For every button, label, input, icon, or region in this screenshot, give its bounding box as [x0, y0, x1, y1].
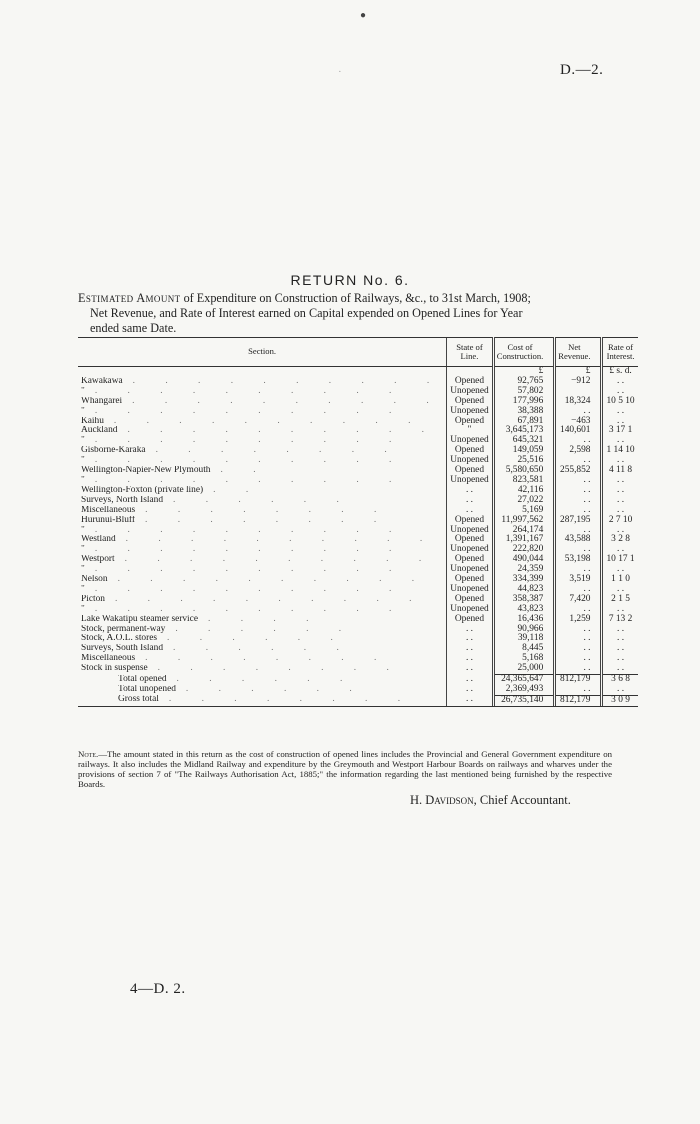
revenue-cell: 255,852	[555, 466, 602, 476]
section-label: "	[81, 436, 85, 446]
leader-dots: . . . . . .	[167, 634, 347, 644]
col-section: Section.	[78, 338, 447, 367]
signatory-name: H. Davidson,	[410, 793, 477, 807]
table-body	[78, 367, 638, 707]
rate-cell: . .	[602, 407, 638, 417]
table-row	[78, 516, 638, 526]
cost-cell: 24,359	[493, 565, 555, 575]
col-cost: Cost of Construction.	[493, 338, 555, 367]
state-cell: Opened	[447, 535, 494, 545]
revenue-cell: −463	[555, 417, 602, 427]
revenue-cell: 3,519	[555, 575, 602, 585]
leader-dots: . . . .	[208, 614, 323, 624]
revenue-cell: . .	[555, 605, 602, 615]
rate-cell: . .	[602, 417, 638, 427]
section-cell	[78, 634, 447, 644]
rate-cell: . .	[602, 644, 638, 654]
revenue-cell: 812,179	[555, 675, 602, 685]
rate-cell: 3 0 9	[602, 695, 638, 705]
state-cell: . .	[447, 685, 494, 695]
section-label: "	[81, 584, 85, 594]
table-row	[78, 476, 638, 486]
leader-dots: . . . . . . . . . .	[132, 376, 444, 386]
table-row	[78, 446, 638, 456]
section-label: Kaihu	[81, 416, 104, 426]
table-caption	[78, 291, 618, 336]
section-cell	[78, 377, 447, 387]
state-cell: Opened	[447, 377, 494, 387]
cost-cell: 24,365,647	[493, 675, 555, 685]
leader-dots: . . . . . .	[175, 624, 356, 634]
rate-cell: 2 7 10	[602, 516, 638, 526]
leader-dots: . . . . . . . .	[155, 446, 401, 456]
signatory-title: Chief Accountant.	[479, 793, 571, 807]
caption-line1: of Expenditure on Construction of Railways, &c., to 31st March, 1908;	[183, 291, 531, 305]
revenue-cell: . .	[555, 625, 602, 635]
leader-dots: . . . . . . . . . .	[124, 555, 436, 565]
table-row	[78, 615, 638, 625]
rate-cell: 1 1 0	[602, 575, 638, 585]
section-label: "	[81, 525, 85, 535]
state-cell: Opened	[447, 555, 494, 565]
state-cell: Unopened	[447, 585, 494, 595]
rate-cell: . .	[602, 476, 638, 486]
rate-cell: . .	[602, 585, 638, 595]
revenue-cell: 812,179	[555, 695, 602, 705]
table-row	[78, 407, 638, 417]
state-cell: Opened	[447, 595, 494, 605]
section-cell	[78, 516, 447, 526]
section-cell	[78, 595, 447, 605]
leader-dots: . . . . . . . . . .	[94, 604, 406, 614]
revenue-cell: 287,195	[555, 516, 602, 526]
revenue-cell: . .	[555, 456, 602, 466]
cost-cell: 264,174	[493, 526, 555, 536]
table-row	[78, 466, 638, 476]
leader-dots: . . . . . . . . . .	[94, 456, 406, 466]
section-label: Gisborne-Karaka	[81, 446, 146, 456]
cost-cell: 92,765	[493, 377, 555, 387]
table-row	[78, 526, 638, 536]
rate-cell: . .	[602, 654, 638, 664]
footnote-text: —The amount stated in this return as the cost of construction of opened lines includes the Provincial and General Government expenditure on railways. It also includes the Midland Railway and expenditure by the Greymouth and Westport Harbour Boards on railways and wharves under the provisions of section 7 of "The Railways Authorisation Act, 1885;" the information regarding the last mentioned being furnished by the respective Boards.	[78, 749, 612, 789]
section-label: Hurunui-Bluff	[81, 515, 135, 525]
leader-dots: . . . . . . . . . .	[127, 426, 438, 436]
section-label: Surveys, South Island	[81, 644, 164, 654]
state-cell: . .	[447, 675, 494, 685]
leader-dots: . . . . . . . .	[168, 695, 415, 705]
rate-cell: . .	[602, 565, 638, 575]
section-cell	[78, 555, 447, 565]
footnote	[78, 749, 612, 789]
section-label: Westport	[81, 555, 115, 565]
state-cell: . .	[447, 506, 494, 516]
revenue-cell: . .	[555, 634, 602, 644]
table-row	[78, 695, 638, 705]
state-cell: Unopened	[447, 387, 494, 397]
table-row	[78, 675, 638, 685]
table-header-row	[78, 338, 638, 367]
state-cell: . .	[447, 664, 494, 674]
section-cell	[78, 397, 447, 407]
rate-cell: 3 2 8	[602, 535, 638, 545]
revenue-cell: 2,598	[555, 446, 602, 456]
state-cell: Unopened	[447, 565, 494, 575]
table-row	[78, 436, 638, 446]
revenue-cell: 1,259	[555, 615, 602, 625]
page-reference: D.—2.	[560, 62, 604, 78]
section-cell	[78, 506, 447, 516]
cost-cell: 27,022	[493, 496, 555, 506]
rate-cell: . .	[602, 486, 638, 496]
rate-cell: . .	[602, 664, 638, 674]
cost-cell: 3,645,173	[493, 426, 555, 436]
section-label: Gross total	[118, 695, 159, 705]
section-label: "	[81, 545, 85, 555]
caption-line3: ended same Date.	[90, 321, 177, 335]
revenue-cell: . .	[555, 506, 602, 516]
section-cell	[78, 685, 447, 695]
section-cell	[78, 526, 447, 536]
section-cell	[78, 407, 447, 417]
scan-speck: ●	[360, 10, 367, 21]
state-cell: Unopened	[447, 456, 494, 466]
leader-dots: . . . . . . . . . .	[113, 416, 425, 426]
rate-cell: . .	[602, 526, 638, 536]
state-cell: . .	[447, 496, 494, 506]
revenue-cell: . .	[555, 664, 602, 674]
caption-line2: Net Revenue, and Rate of Interest earned on Capital expended on Opened Lines for Year	[90, 306, 523, 320]
cost-cell: 149,059	[493, 446, 555, 456]
leader-dots: . . . . . . . .	[145, 505, 391, 515]
revenue-cell: 43,588	[555, 535, 602, 545]
section-label: Wellington-Napier-New Plymouth	[81, 466, 211, 476]
table-row	[78, 685, 638, 695]
section-label: Westland	[81, 535, 116, 545]
caption-lead: Estimated Amount	[78, 291, 181, 305]
section-cell	[78, 695, 447, 705]
leader-dots: . . . . . . . . . .	[94, 565, 406, 575]
revenue-cell: . .	[555, 486, 602, 496]
section-label: Stock, permanent-way	[81, 624, 166, 634]
section-label: Whangarei	[81, 396, 123, 406]
table-row	[78, 634, 638, 644]
state-cell: Opened	[447, 397, 494, 407]
section-cell	[78, 675, 447, 685]
table-row	[78, 545, 638, 555]
revenue-cell: 53,198	[555, 555, 602, 565]
revenue-cell: . .	[555, 476, 602, 486]
section-label: Nelson	[81, 575, 108, 585]
leader-dots: . . . . . . . . . .	[132, 396, 443, 406]
section-cell	[78, 585, 447, 595]
section-label: Stock in suspense	[81, 664, 148, 674]
section-cell	[78, 456, 447, 466]
state-cell: Opened	[447, 615, 494, 625]
rate-cell: . .	[602, 625, 638, 635]
section-label: Miscellaneous	[81, 654, 136, 664]
state-cell: Unopened	[447, 476, 494, 486]
leader-dots: . . . . . . . .	[157, 664, 403, 674]
table-row	[78, 506, 638, 516]
cost-cell: 5,169	[493, 506, 555, 516]
leader-dots: . . . . . . . . . .	[94, 386, 406, 396]
cost-cell: 26,735,140	[493, 695, 555, 705]
cost-cell: 42,116	[493, 486, 555, 496]
section-label: Surveys, North Island	[81, 495, 164, 505]
leader-dots: . . . . . . . . . .	[94, 475, 406, 485]
expenditure-table	[78, 337, 638, 707]
section-label: "	[81, 456, 85, 466]
rate-cell: . .	[602, 387, 638, 397]
signature	[410, 793, 571, 808]
section-cell	[78, 486, 447, 496]
state-cell: . .	[447, 654, 494, 664]
leader-dots: . .	[220, 466, 270, 476]
section-cell	[78, 535, 447, 545]
leader-dots: . . . . . . . . . .	[94, 545, 406, 555]
rate-cell: 10 17 1	[602, 555, 638, 565]
table-row	[78, 377, 638, 387]
state-cell: Unopened	[447, 526, 494, 536]
rate-cell: 1 14 10	[602, 446, 638, 456]
table-row	[78, 654, 638, 664]
col-rate: Rate of Interest.	[602, 338, 638, 367]
section-label: "	[81, 604, 85, 614]
table-row	[78, 417, 638, 427]
section-cell	[78, 417, 447, 427]
col-revenue: Net Revenue.	[555, 338, 602, 367]
cost-cell: 8,445	[493, 644, 555, 654]
leader-dots: . . . . . . . . . .	[94, 406, 406, 416]
table-row	[78, 535, 638, 545]
table-row	[78, 644, 638, 654]
revenue-cell: . .	[555, 407, 602, 417]
state-cell: . .	[447, 486, 494, 496]
rate-cell: . .	[602, 685, 638, 695]
rate-cell: . .	[602, 456, 638, 466]
rate-cell: . .	[602, 545, 638, 555]
rate-cell: 3 6 8	[602, 675, 638, 685]
revenue-cell: 7,420	[555, 595, 602, 605]
section-cell	[78, 466, 447, 476]
rate-cell: 4 11 8	[602, 466, 638, 476]
revenue-cell: . .	[555, 526, 602, 536]
cost-cell: 222,820	[493, 545, 555, 555]
section-cell	[78, 615, 447, 625]
cost-cell: 334,399	[493, 575, 555, 585]
unit-rate: £ s. d.	[602, 367, 638, 377]
table-row	[78, 387, 638, 397]
table-row	[78, 595, 638, 605]
section-label: Miscellaneous	[81, 505, 136, 515]
cost-cell: 177,996	[493, 397, 555, 407]
state-cell: Opened	[447, 446, 494, 456]
section-label: Auckland	[81, 426, 118, 436]
leader-dots: . .	[213, 485, 263, 495]
unit-revenue: £	[555, 367, 602, 377]
section-label: Wellington-Foxton (private line)	[81, 485, 204, 495]
section-cell	[78, 664, 447, 674]
leader-dots: . . . . . . . . . .	[94, 584, 406, 594]
rate-cell: 10 5 10	[602, 397, 638, 407]
cost-cell: 67,891	[493, 417, 555, 427]
cost-cell: 57,802	[493, 387, 555, 397]
revenue-cell: . .	[555, 685, 602, 695]
section-cell	[78, 387, 447, 397]
rate-cell: 3 17 1	[602, 426, 638, 436]
cost-cell: 16,436	[493, 615, 555, 625]
table-row	[78, 496, 638, 506]
cost-cell: 5,580,650	[493, 466, 555, 476]
section-label: Stock, A.O.L. stores	[81, 634, 158, 644]
revenue-cell: 140,601	[555, 426, 602, 436]
section-label: "	[81, 565, 85, 575]
col-state: State of Line.	[447, 338, 494, 367]
section-label: Kawakawa	[81, 376, 123, 386]
table-row	[78, 625, 638, 635]
section-cell	[78, 565, 447, 575]
state-cell: Unopened	[447, 436, 494, 446]
section-cell	[78, 476, 447, 486]
leader-dots: . . . . . . . . . .	[117, 575, 429, 585]
cost-cell: 645,321	[493, 436, 555, 446]
revenue-cell: . .	[555, 565, 602, 575]
section-label: Lake Wakatipu steamer service	[81, 614, 198, 624]
cost-cell: 25,000	[493, 664, 555, 674]
cost-cell: 38,388	[493, 407, 555, 417]
cost-cell: 44,823	[493, 585, 555, 595]
rate-cell: . .	[602, 377, 638, 387]
section-cell	[78, 605, 447, 615]
state-cell: Unopened	[447, 605, 494, 615]
state-cell: Opened	[447, 466, 494, 476]
rate-cell: . .	[602, 436, 638, 446]
cost-cell: 5,168	[493, 654, 555, 664]
cost-cell: 11,997,562	[493, 516, 555, 526]
rate-cell: . .	[602, 605, 638, 615]
revenue-cell: . .	[555, 496, 602, 506]
section-label: Total unopened	[118, 685, 176, 694]
table-row	[78, 456, 638, 466]
revenue-cell: . .	[555, 654, 602, 664]
footnote-lead: Note.	[78, 749, 99, 759]
leader-dots: . . . . . . . . . .	[125, 535, 437, 545]
rate-cell: . .	[602, 634, 638, 644]
section-label: Total opened	[118, 674, 167, 684]
leader-dots: . . . . . .	[176, 674, 357, 684]
state-cell: . .	[447, 644, 494, 654]
cost-cell: 39,118	[493, 634, 555, 644]
cost-cell: 1,391,167	[493, 535, 555, 545]
return-title: RETURN No. 6.	[290, 272, 410, 288]
state-cell: . .	[447, 625, 494, 635]
revenue-cell: . .	[555, 436, 602, 446]
leader-dots: . . . . . .	[173, 644, 353, 654]
section-cell	[78, 436, 447, 446]
cost-cell: 43,823	[493, 605, 555, 615]
leader-dots: . . . . . .	[185, 685, 366, 694]
section-cell	[78, 496, 447, 506]
leader-dots: . . . . . . . . . .	[94, 525, 406, 535]
table-row	[78, 426, 638, 436]
revenue-cell: 18,324	[555, 397, 602, 407]
cost-cell: 490,044	[493, 555, 555, 565]
leader-dots: . . . . . . . . . .	[114, 594, 426, 604]
section-cell	[78, 644, 447, 654]
faint-page-number: ·	[338, 66, 342, 78]
state-cell: . .	[447, 695, 494, 705]
section-label: "	[81, 406, 85, 416]
table-row	[78, 575, 638, 585]
leader-dots: . . . . . . . . . .	[94, 436, 406, 446]
state-cell: Opened	[447, 516, 494, 526]
table-row	[78, 585, 638, 595]
state-cell: Opened	[447, 575, 494, 585]
footer-page-reference: 4—D. 2.	[130, 981, 186, 997]
leader-dots: . . . . . . . .	[145, 515, 391, 525]
cost-cell: 823,581	[493, 476, 555, 486]
revenue-cell: . .	[555, 585, 602, 595]
units-row	[78, 367, 638, 377]
table-row	[78, 565, 638, 575]
revenue-cell: . .	[555, 545, 602, 555]
table-bottom-rule	[78, 706, 638, 707]
cost-cell: 90,966	[493, 625, 555, 635]
table-row	[78, 555, 638, 565]
unit-cost: £	[493, 367, 555, 377]
table-row	[78, 664, 638, 674]
section-cell	[78, 426, 447, 436]
cost-cell: 2,369,493	[493, 685, 555, 695]
state-cell: . .	[447, 634, 494, 644]
rate-cell: 2 1 5	[602, 595, 638, 605]
section-label: "	[81, 386, 85, 396]
section-cell	[78, 625, 447, 635]
rate-cell: 7 13 2	[602, 615, 638, 625]
state-cell: Unopened	[447, 545, 494, 555]
rate-cell: . .	[602, 506, 638, 516]
state-cell: Unopened	[447, 407, 494, 417]
leader-dots: . . . . . .	[173, 495, 353, 505]
table-row	[78, 486, 638, 496]
section-label: "	[81, 475, 85, 485]
section-cell	[78, 545, 447, 555]
table-row	[78, 605, 638, 615]
state-cell: Opened	[447, 417, 494, 427]
table-row	[78, 397, 638, 407]
revenue-cell: −912	[555, 377, 602, 387]
revenue-cell: . .	[555, 644, 602, 654]
section-cell	[78, 446, 447, 456]
state-cell: "	[447, 426, 494, 436]
cost-cell: 358,387	[493, 595, 555, 605]
section-cell	[78, 575, 447, 585]
section-label: Picton	[81, 594, 105, 604]
rate-cell: . .	[602, 496, 638, 506]
section-cell	[78, 654, 447, 664]
leader-dots: . . . . . . . .	[145, 654, 391, 664]
cost-cell: 25,516	[493, 456, 555, 466]
